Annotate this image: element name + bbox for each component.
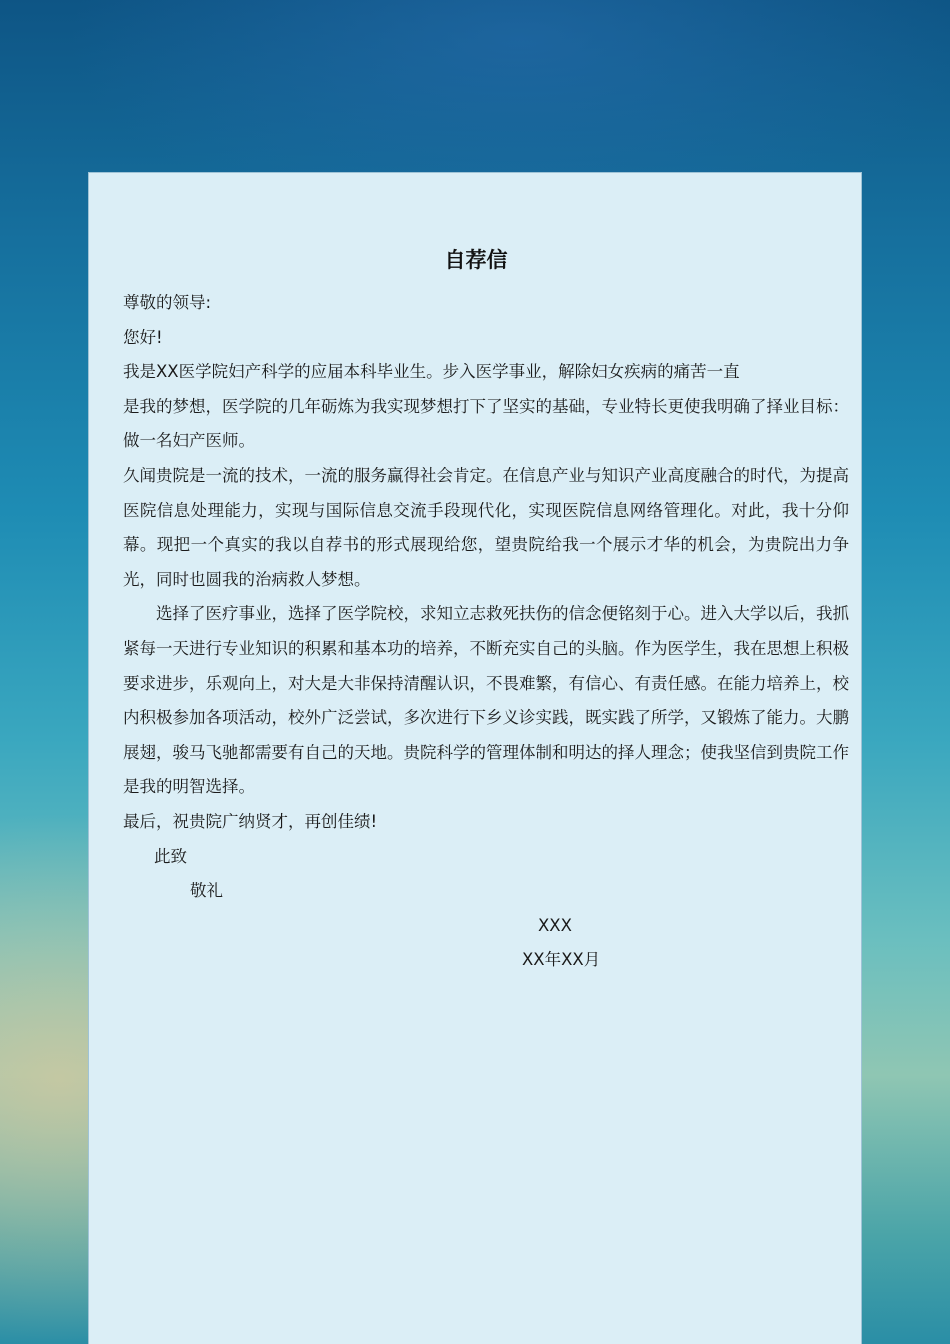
paragraph-intro: 我是XX医学院妇产科学的应届本科毕业生。步入医学事业，解除妇女疾病的痛苦一直 — [123, 362, 740, 382]
paragraph-study: 选择了医疗事业，选择了医学院校，求知立志救死扶伤的信念便铭刻于心。进入大学以后，我抓紧每一天进行专业知识的积累和基本功的培养，不断充实自己的头脑。作为医学生，我在思想上积极要求进步，乐观向上，对大是大非保持清醒认识，不畏难繁，有信心、有责任感。在能力培养上，校内积极参加各项活动，校外广泛尝试，多次进行下乡义诊实践，既实践了所学，又锻炼了能力。大鹏展翅，骏马飞驰都需要有自己的天地。贵院科学的管理体制和明达的择人理念；使我坚信到贵院工作是我的明智选择。 — [123, 604, 849, 797]
greeting: 您好! — [123, 327, 163, 347]
paragraph-dream: 是我的梦想，医学院的几年砺炼为我实现梦想打下了坚实的基础，专业特长更使我明确了择业目标：做一名妇产医师。 — [123, 396, 849, 451]
letter-date: XX年XX月 — [522, 950, 601, 970]
closing-line-1: 此致 — [154, 846, 187, 866]
paragraph-hospital: 久闻贵院是一流的技术，一流的服务赢得社会肯定。在信息产业与知识产业高度融合的时代，为提高医院信息处理能力，实现与国际信息交流手段现代化，实现医院信息网络管理化。对此，我十分仰幕。现把一个真实的我以自荐书的形式展现给您，望贵院给我一个展示才华的机会，为贵院出力争光，同时也圆我的治病救人梦想。 — [123, 465, 849, 589]
signature: XXX — [538, 915, 572, 935]
letter-page — [88, 172, 862, 1344]
letter-body — [123, 286, 849, 978]
letter-title: 自荐信 — [444, 248, 508, 272]
paragraph-wish: 最后，祝贵院广纳贤才，再创佳绩! — [123, 811, 378, 831]
salutation: 尊敬的领导: — [123, 293, 212, 312]
closing-line-2: 敬礼 — [190, 881, 223, 901]
